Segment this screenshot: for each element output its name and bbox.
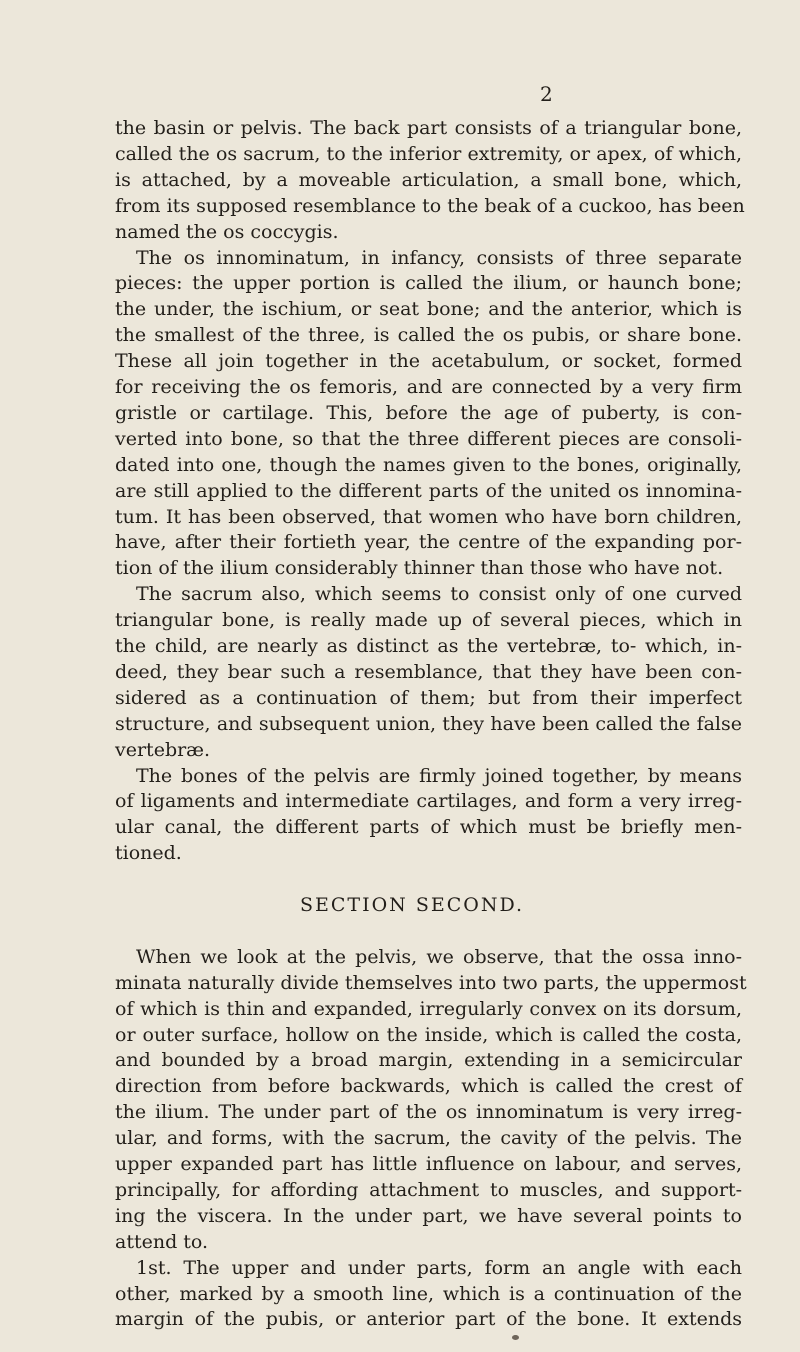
page-number: 2 xyxy=(540,82,553,106)
text-line: attend to. xyxy=(115,1230,209,1253)
text-line: The sacrum also, which seems to consist only of one curved xyxy=(136,583,742,606)
text-line: margin of the pubis, or anterior part of the bone. It extends xyxy=(115,1308,742,1331)
text-line: or outer surface, hollow on the inside, which is called the costa, xyxy=(115,1023,742,1046)
text-line: of which is thin and expanded, irregularly convex on its dorsum, xyxy=(115,997,742,1020)
section-heading: SECTION SECOND. xyxy=(300,894,525,916)
text-line: dated into one, though the names given to the bones, originally, xyxy=(115,453,742,476)
text-line: These all join together in the acetabulum, or socket, formed xyxy=(115,350,742,373)
text-line: the basin or pelvis. The back part consists of a triangular bone, xyxy=(115,117,742,139)
text-line: for receiving the os femoris, and are connected by a very firm xyxy=(115,376,742,398)
text-line: When we look at the pelvis, we observe, that the ossa inno- xyxy=(136,945,742,968)
text-line: have, after their fortieth year, the centre of the expanding por- xyxy=(115,531,742,554)
text-line: The os innominatum, in infancy, consists of three separate xyxy=(136,246,742,269)
text-line: ing the viscera. In the under part, we have several points to xyxy=(115,1204,742,1227)
text-line xyxy=(115,867,742,892)
text-line: triangular bone, is really made up of several pieces, which in xyxy=(115,609,742,632)
text-line: are still applied to the different parts of the united os innomina- xyxy=(115,479,742,502)
text-line: upper expanded part has little influence on labour, and serves, xyxy=(115,1153,742,1175)
text-line: tion of the ilium considerably thinner than those who have not. xyxy=(115,557,724,580)
text-line: direction from before backwards, which is called the crest of xyxy=(115,1075,742,1098)
text-line: the child, are nearly as distinct as the vertebræ, to- which, in- xyxy=(115,635,742,657)
text-line: tum. It has been observed, that women who have born children, xyxy=(115,505,742,528)
text-line: the ilium. The under part of the os innominatum is very irreg- xyxy=(115,1101,742,1124)
text-line: pieces: the upper portion is called the ilium, or haunch bone; xyxy=(115,272,742,295)
ink-speck xyxy=(512,1335,519,1340)
text-line xyxy=(115,919,742,944)
text-line: tioned. xyxy=(115,842,182,865)
text-line: ular canal, the different parts of which must be briefly men- xyxy=(115,816,742,839)
text-line: minata naturally divide themselves into two parts, the uppermost xyxy=(115,971,747,994)
text-line: verted into bone, so that the three different pieces are consoli- xyxy=(115,427,742,450)
text-line: 1st. The upper and under parts, form an angle with each xyxy=(136,1256,742,1279)
text-line: sidered as a continuation of them; but from their imperfect xyxy=(115,686,742,709)
text-line: from its supposed resemblance to the beak of a cuckoo, has been xyxy=(115,194,745,217)
text-line: named the os coccygis. xyxy=(115,220,339,243)
text-line: called the os sacrum, to the inferior extremity, or apex, of which, xyxy=(115,142,742,165)
text-line: and bounded by a broad margin, extending in a semicircular xyxy=(115,1049,742,1072)
text-line: principally, for affording attachment to muscles, and support- xyxy=(115,1178,742,1201)
text-line: of ligaments and intermediate cartilages, and form a very irreg- xyxy=(115,790,742,813)
text-line: vertebræ. xyxy=(115,738,211,761)
text-line: ular, and forms, with the sacrum, the cavity of the pelvis. The xyxy=(115,1127,742,1150)
text-line: the smallest of the three, is called the os pubis, or share bone. xyxy=(115,324,742,347)
text-line: The bones of the pelvis are firmly joined together, by means xyxy=(136,764,742,787)
text-line: the under, the ischium, or seat bone; and the anterior, which is xyxy=(115,298,742,321)
text-line: is attached, by a moveable articulation, a small bone, which, xyxy=(115,168,742,191)
text-line: gristle or cartilage. This, before the age of puberty, is con- xyxy=(115,401,742,424)
text-line: structure, and subsequent union, they have been called the false xyxy=(115,712,742,735)
text-line: other, marked by a smooth line, which is a continuation of the xyxy=(115,1282,742,1305)
text-line: deed, they bear such a resemblance, that they have been con- xyxy=(115,660,742,683)
